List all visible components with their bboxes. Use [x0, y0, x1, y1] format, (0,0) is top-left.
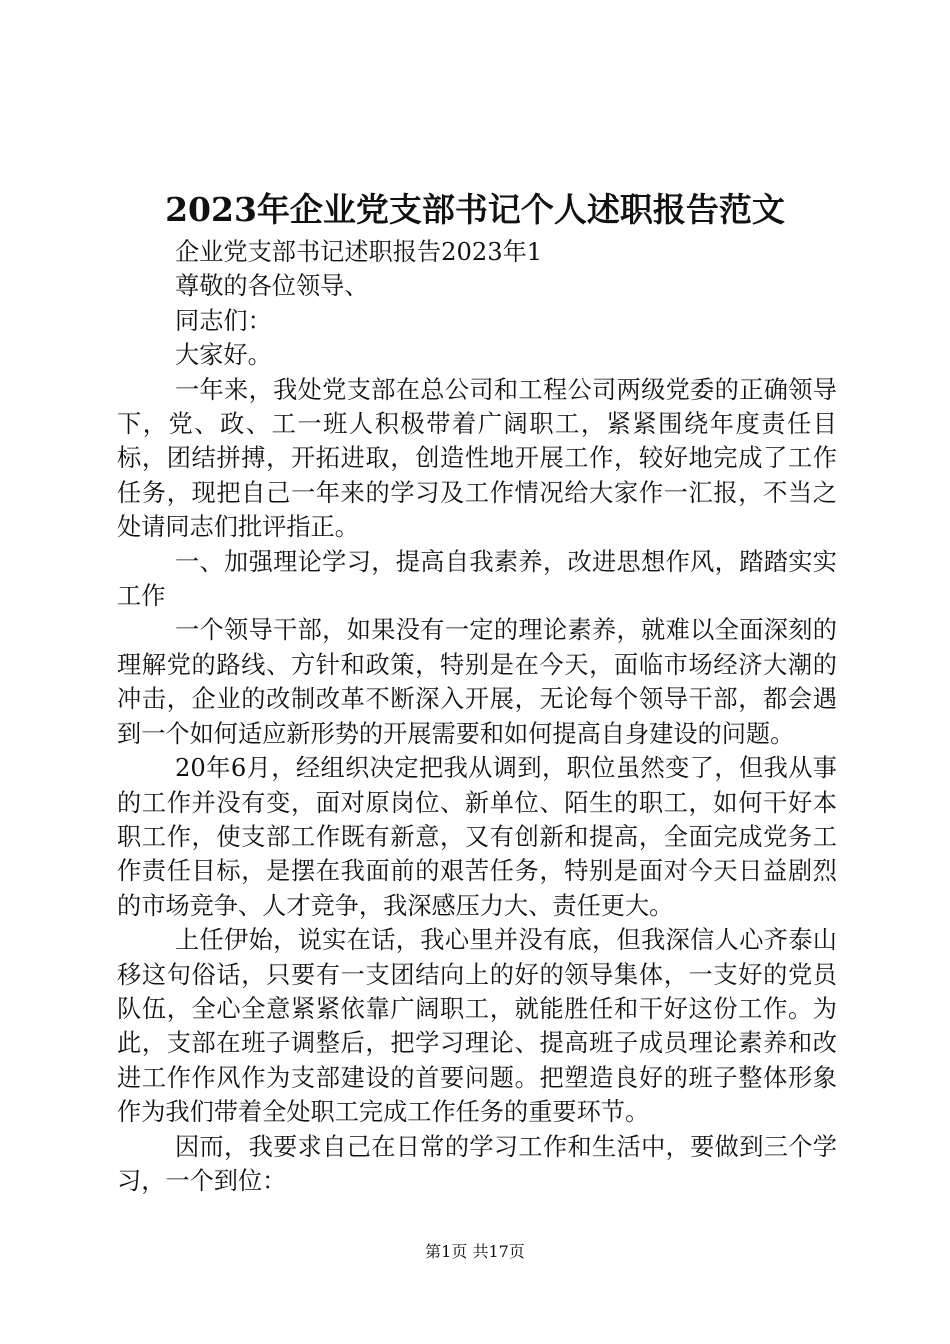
- paragraph-intro: 一年来，我处党支部在总公司和工程公司两级党委的正确领导下，党、政、工一班人积极带着广阔职工，紧紧围绕年度责任目标，团结拼搏，开拓进取，创造性地开展工作，较好地完成了工作任务，现把自己一年来的学习及工作情况给大家作一汇报，不当之处请同志们批评指正。: [117, 375, 837, 542]
- paragraph-salutation-2: 同志们：: [175, 306, 272, 335]
- paragraph-salutation: 尊敬的各位领导、: [175, 272, 369, 301]
- paragraph-greeting: 大家好。: [175, 341, 272, 370]
- paragraph-body: 一个领导干部，如果没有一定的理论素养，就难以全面深刻的理解党的路线、方针和政策，特别是在今天，面临市场经济大潮的冲击，企业的改制改革不断深入开展，无论每个领导干部，都会遇到一个如何适应新形势的开展需要和如何提高自身建设的问题。: [117, 616, 837, 748]
- page-footer: 第1页 共17页: [425, 1242, 525, 1261]
- document-title: 2023年企业党支部书记个人述职报告范文: [165, 190, 785, 229]
- paragraph-subtitle: 企业党支部书记述职报告2023年1: [175, 238, 543, 266]
- document-body: [117, 235, 837, 1198]
- paragraph-body: 20年6月，经组织决定把我从调到，职位虽然变了，但我从事的工作并没有变，面对原岗位、新单位、陌生的职工，如何干好本职工作，使支部工作既有新意，又有创新和提高，全面完成党务工作责任目标，是摆在我面前的艰苦任务，特别是面对今天日益剧烈的市场竞争、人才竞争，我深感压力大、责任更大。: [117, 754, 837, 920]
- paragraph-body: 上任伊始，说实在话，我心里并没有底，但我深信人心齐泰山移这句俗话，只要有一支团结向上的好的领导集体，一支好的党员队伍，全心全意紧紧依靠广阔职工，就能胜任和干好这份工作。为此，支部在班子调整后，把学习理论、提高班子成员理论素养和改进工作作风作为支部建设的首要问题。把塑造良好的班子整体形象作为我们带着全处职工完成工作任务的重要环节。: [117, 926, 837, 1127]
- paragraph-section-heading: 一、加强理论学习，提高自我素养，改进思想作风，踏踏实实工作: [117, 547, 837, 611]
- paragraph-body: 因而，我要求自己在日常的学习工作和生活中，要做到三个学习，一个到位：: [117, 1132, 837, 1195]
